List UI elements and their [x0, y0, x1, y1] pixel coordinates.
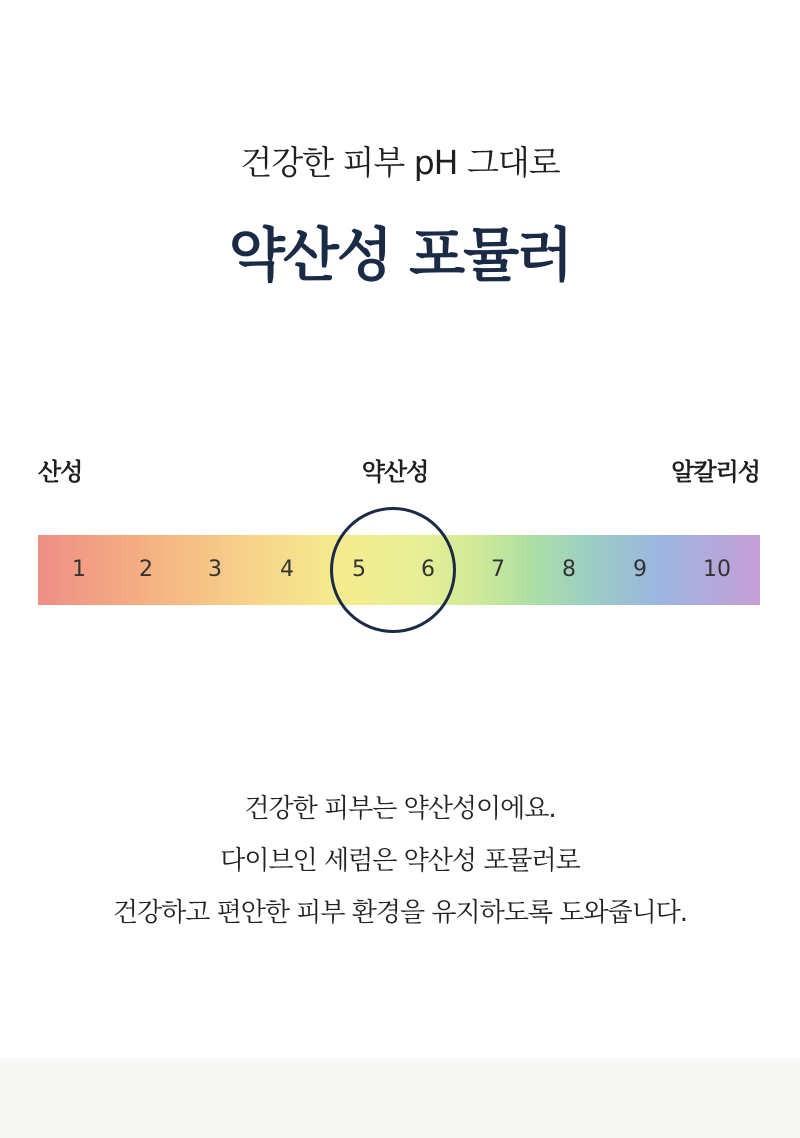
description-line: 건강하고 편안한 피부 환경을 유지하도록 도와줍니다.: [112, 898, 688, 928]
ph-number: 3: [208, 557, 222, 582]
ph-number: 9: [633, 557, 647, 582]
highlight-circle: [330, 507, 456, 633]
ph-number: 1: [72, 557, 86, 582]
label-weakly-acidic: 약산성: [361, 458, 429, 486]
description: [0, 783, 800, 939]
ph-number: 10: [703, 557, 731, 582]
subtitle: 건강한 피부 pH 그대로: [240, 143, 560, 182]
footer-band: [0, 1058, 800, 1138]
label-alkaline: 알칼리성: [671, 458, 760, 486]
ph-number: 8: [562, 557, 576, 582]
ph-number: 4: [280, 557, 294, 582]
ph-number: 5: [352, 557, 366, 582]
description-line: 건강한 피부는 약산성이에요.: [244, 794, 556, 824]
description-line: 다이브인 세럼은 약산성 포뮬러로: [220, 846, 580, 876]
ph-number: 2: [139, 557, 153, 582]
ph-number: 7: [491, 557, 505, 582]
page-title: 약산성 포뮬러: [228, 221, 572, 289]
label-acidic: 산성: [38, 458, 83, 486]
ph-number: 6: [421, 557, 435, 582]
